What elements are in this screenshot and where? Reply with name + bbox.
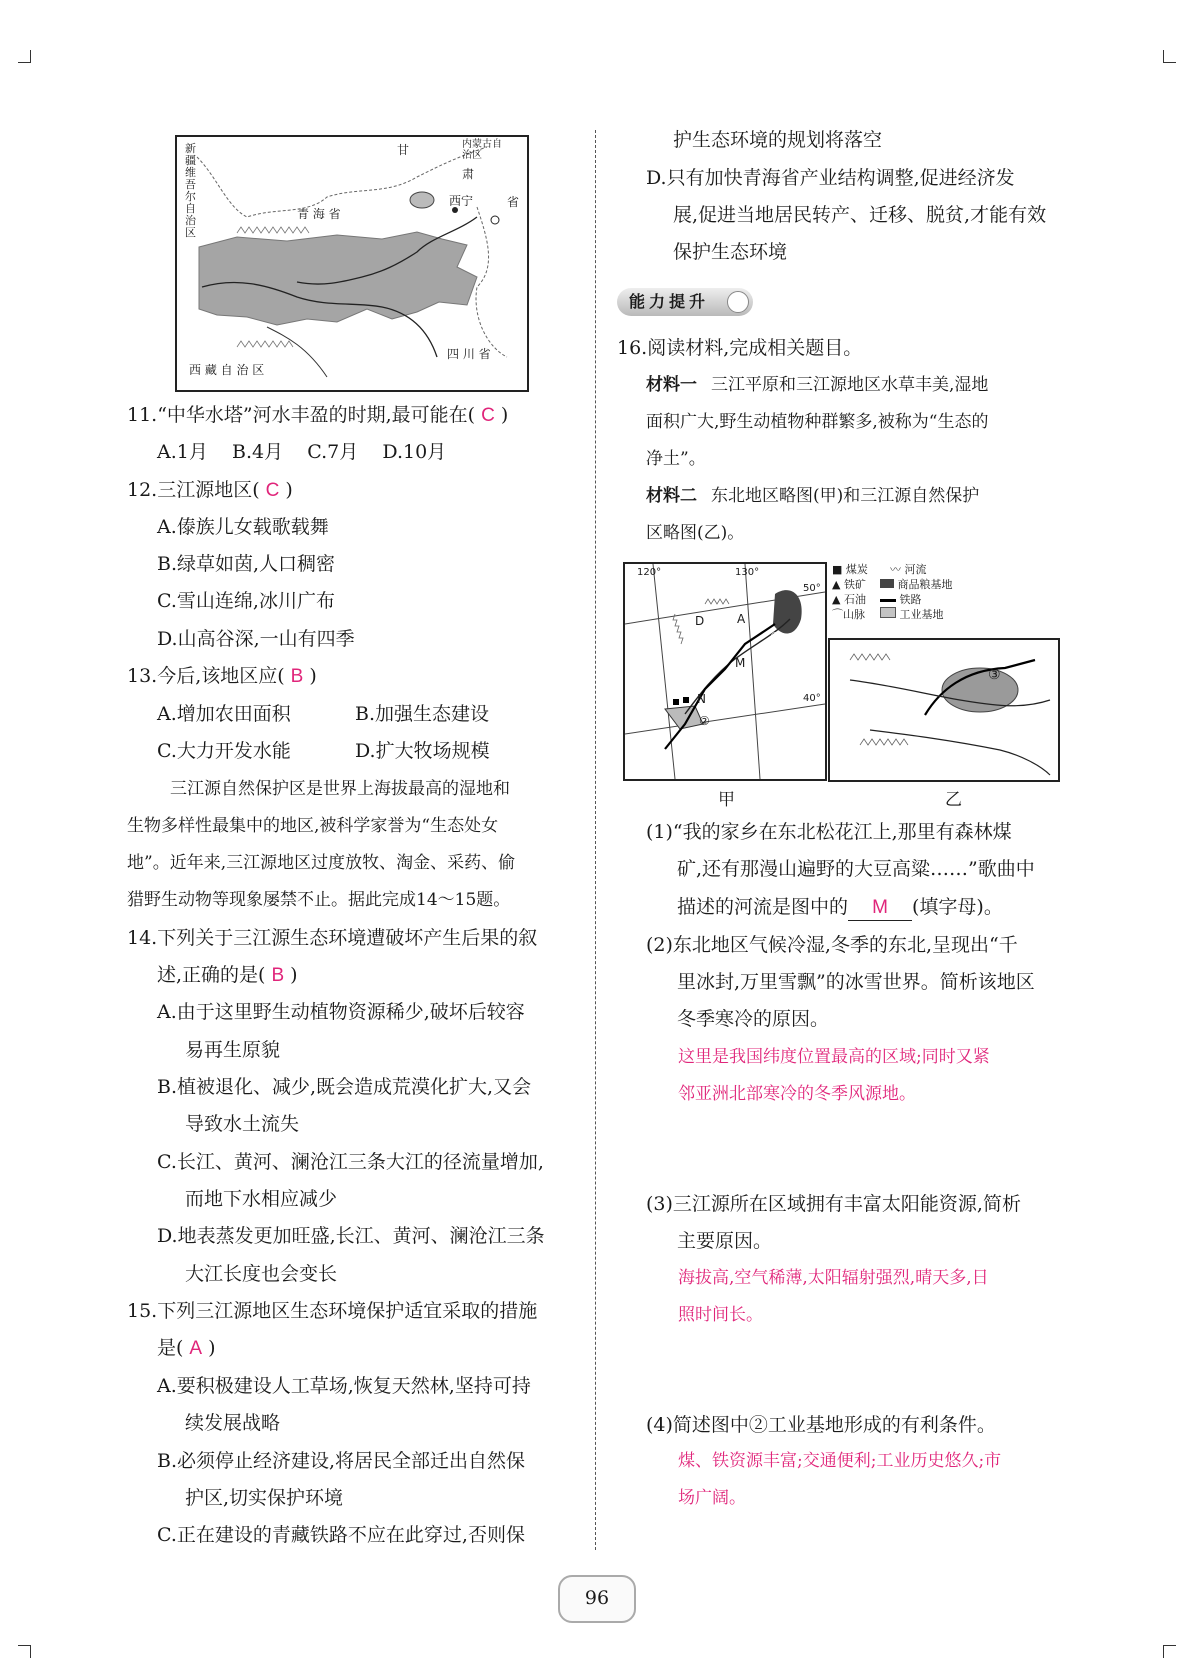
q11-stem: 11.“中华水塔”河水丰盈的时期,最可能在( [127,404,476,426]
mountain-icon: ⌒ [832,608,843,621]
q16-part-4-answer-cont: 场广阔。 [678,1488,746,1508]
q16-part-1-cont [677,895,1003,921]
question-12 [127,478,293,503]
q13-option-a: A.增加农田面积 [157,703,291,725]
legend-mount: 山脉 [843,608,865,621]
label-M: M [735,656,746,670]
q11-answer: C [481,405,495,426]
province-border [197,147,487,217]
q16-part-1-cont: 矿,还有那漫山遍野的大豆高粱……”歌曲中 [677,858,1035,880]
question-16: 16.阅读材料,完成相关题目。 [617,337,863,359]
q14-option-c-cont: 而地下水相应减少 [185,1188,338,1210]
label-xinjiang: 新疆维吾尔自治区 [185,142,196,239]
q13-option-b: B.加强生态建设 [355,703,490,725]
column-divider [595,130,596,1550]
q16-part-1-answer: M [848,896,912,921]
page-number-text: 96 [584,1587,610,1609]
q13-option-c: C.大力开发水能 [157,740,291,762]
legend-oil: 石油 [843,593,866,606]
legend-river: 河流 [904,563,927,576]
sanjiangyuan-map [828,638,1060,782]
label-circle-1: ① [770,630,781,644]
q15-close: ) [208,1337,216,1359]
q12-stem: 12.三江源地区( [127,479,260,501]
label-gan: 甘 [397,143,410,157]
legend-coal: 煤炭 [845,563,868,576]
material-2-text: 东北地区略图(甲)和三江源自然保护 [711,486,980,506]
crop-mark-top-left [18,50,31,63]
question-11 [127,403,508,428]
label-sichuan: 四 川 省 [447,347,491,361]
label-qinghai: 青 海 省 [297,207,341,221]
material-1 [646,373,988,397]
question-14: 14.下列关于三江源生态环境遭破坏产生后果的叙 [127,927,538,949]
mountain-range [237,227,309,233]
q14-option-b-cont: 导致水土流失 [185,1113,300,1135]
mountain-range-south [237,341,293,347]
question-14-cont [157,963,298,988]
question-13 [127,664,317,689]
sanjiang-plain [773,590,802,633]
q15-option-b: B.必须停止经济建设,将居民全部迁出自然保 [157,1450,526,1472]
q15-answer: A [189,1338,203,1359]
magnifier-icon [727,291,749,313]
label-lat50: 50° [803,583,821,594]
q14-option-d: D.地表蒸发更加旺盛,长江、黄河、澜沧江三条 [157,1225,545,1247]
label-lon130: 130° [735,567,760,578]
q14-close: ) [290,964,298,986]
q14-option-d-cont: 大江长度也会变长 [185,1263,338,1285]
legend-grain: 商品粮基地 [897,578,953,591]
q15-option-d: D.只有加快青海省产业结构调整,促进经济发 [646,167,1015,189]
province-border-east [476,207,507,357]
sanjiangyuan-map-drawing [830,640,1058,780]
mountain-range [850,654,890,660]
page-number [558,1575,636,1623]
legend-ind: 工业基地 [899,608,944,621]
label-xizang: 西 藏 自 治 区 [189,363,265,377]
q16-part-4: (4)简述图中②工业基地形成的有利条件。 [646,1414,996,1436]
legend-rail: 铁路 [899,593,922,606]
material-2-label: 材料二 [646,486,697,506]
q14-option-b: B.植被退化、减少,既会造成荒漠化扩大,又会 [157,1076,532,1098]
qinghai-lake [410,192,434,208]
q12-option-c: C.雪山连绵,冰川广布 [157,590,335,612]
crop-mark-bottom-left [18,1645,31,1658]
q15-option-a-cont: 续发展战略 [185,1412,281,1434]
q15-option-b-cont: 护区,切实保护环境 [185,1487,344,1509]
q15-option-d-cont: 展,促进当地居民转产、迁移、脱贫,才能有效 [673,204,1047,226]
q13-close: ) [309,665,317,687]
q14-option-a-cont: 易再生原貌 [185,1039,281,1061]
label-A: A [737,612,746,626]
mountain-range [673,614,683,644]
mountain-range [705,599,729,604]
q11-options: A.1月 B.4月 C.7月 D.10月 [157,441,447,463]
q12-answer: C [265,480,280,501]
q16-part-2: (2)东北地区气候冷湿,冬季的东北,呈现出“千 [646,934,1018,956]
label-sheng: 省 [507,195,520,209]
q16-part-1-suffix: (填字母)。 [912,896,1003,918]
q15-option-a: A.要积极建设人工草场,恢复天然林,坚持可持 [157,1375,531,1397]
q12-option-d: D.山高谷深,一山有四季 [157,628,355,650]
label-circle-3: ③ [988,667,1001,683]
industrial-base-icon [880,607,896,618]
q14-option-c: C.长江、黄河、澜沧江三条大江的径流量增加, [157,1151,544,1173]
label-circle-2: ② [699,714,710,728]
q12-close: ) [285,479,293,501]
q11-close: ) [500,404,509,426]
q14-stem: 述,正确的是( [157,964,266,986]
label-neimenggu: 内蒙古自治区 [462,139,502,161]
label-D: D [695,614,705,628]
map-caption-jia: 甲 [718,790,735,810]
q14-option-a: A.由于这里野生动植物资源稀少,破坏后较容 [157,1001,525,1023]
crop-mark-bottom-right [1163,1645,1176,1658]
label-lat40: 40° [803,693,821,704]
label-su: 肃 [462,167,475,181]
q16-part-2-answer: 这里是我国纬度位置最高的区域;同时又紧 [678,1047,990,1067]
map-caption-yi: 乙 [945,790,962,810]
q16-part-4-answer: 煤、铁资源丰富;交通便利;工业历史悠久;市 [678,1451,1002,1471]
q16-part-2-cont: 冬季寒冷的原因。 [677,1008,830,1030]
label-xining: 西宁 [449,194,474,208]
passage-line: 猎野生动物等现象屡禁不止。据此完成14～15题。 [127,890,511,910]
q13-option-d: D.扩大牧场规模 [355,740,490,762]
q15-option-c-cont: 护生态环境的规划将落空 [673,129,883,151]
qinghai-map [175,135,529,392]
q16-part-1-text: 描述的河流是图中的 [677,896,849,918]
q12-option-b: B.绿草如茵,人口稠密 [157,553,336,575]
material-1-text: 三江平原和三江源地区水草丰美,湿地 [711,375,989,395]
material-1-cont: 面积广大,野生动植物种群繁多,被称为“生态的 [646,412,989,432]
passage-line: 地”。近年来,三江源地区过度放牧、淘金、采药、偷 [127,853,516,873]
grain-base-icon [880,579,894,588]
label-N: N [697,692,706,706]
q15-option-d-cont: 保护生态环境 [673,241,788,263]
map-legend [832,562,972,630]
material-2 [646,484,979,508]
material-2-cont: 区略图(乙)。 [646,523,745,543]
q16-part-2-answer-cont: 邻亚洲北部寒冷的冬季风源地。 [678,1084,916,1104]
q16-part-3: (3)三江源所在区域拥有丰富太阳能资源,简析 [646,1193,1021,1215]
section-title-text: 能力提升 [629,292,710,311]
river [870,730,1050,775]
railway-icon [880,599,896,602]
q15-stem: 是( [157,1337,184,1359]
q13-stem: 13.今后,该地区应( [127,665,285,687]
q16-part-3-answer: 海拔高,空气稀薄,太阳辐射强烈,晴天多,日 [678,1268,989,1288]
label-B: B [785,632,794,646]
passage-line: 三江源自然保护区是世界上海拔最高的湿地和 [170,779,510,799]
mountain-range [860,739,908,745]
material-1-label: 材料一 [646,375,697,395]
northeast-map-drawing [625,564,825,779]
iron-icon: ▲ [832,578,841,591]
q16-part-3-cont: 主要原因。 [677,1230,773,1252]
oil-icon: ▲ [832,593,841,606]
q16-part-2-cont: 里冰封,万里雪飘”的冰雪世界。简析该地区 [677,971,1035,993]
passage-line: 生物多样性最集中的地区,被科学家誉为“生态处女 [127,816,499,836]
lanzhou-city [491,216,499,224]
q12-option-a: A.傣族儿女载歌载舞 [157,516,329,538]
northeast-map [623,562,827,781]
q13-answer: B [290,666,304,687]
question-15: 15.下列三江源地区生态环境保护适宜采取的措施 [127,1300,538,1322]
lancang-river [267,327,327,377]
section-title [617,288,753,316]
river-icon: 〰 [890,563,901,576]
label-lon120: 120° [637,567,662,578]
q14-answer: B [271,965,285,986]
question-15-cont [157,1336,216,1361]
material-1-cont: 净土”。 [646,449,706,469]
legend-iron: 铁矿 [843,578,866,591]
q16-part-1: (1)“我的家乡在东北松花江上,那里有森林煤 [646,821,1012,843]
crop-mark-top-right [1163,50,1176,63]
sanjiangyuan-region [199,232,477,325]
coal-icon: ■ [832,563,843,576]
q16-part-3-answer-cont: 照时间长。 [678,1305,763,1325]
q15-option-c: C.正在建设的青藏铁路不应在此穿过,否则保 [157,1524,525,1546]
